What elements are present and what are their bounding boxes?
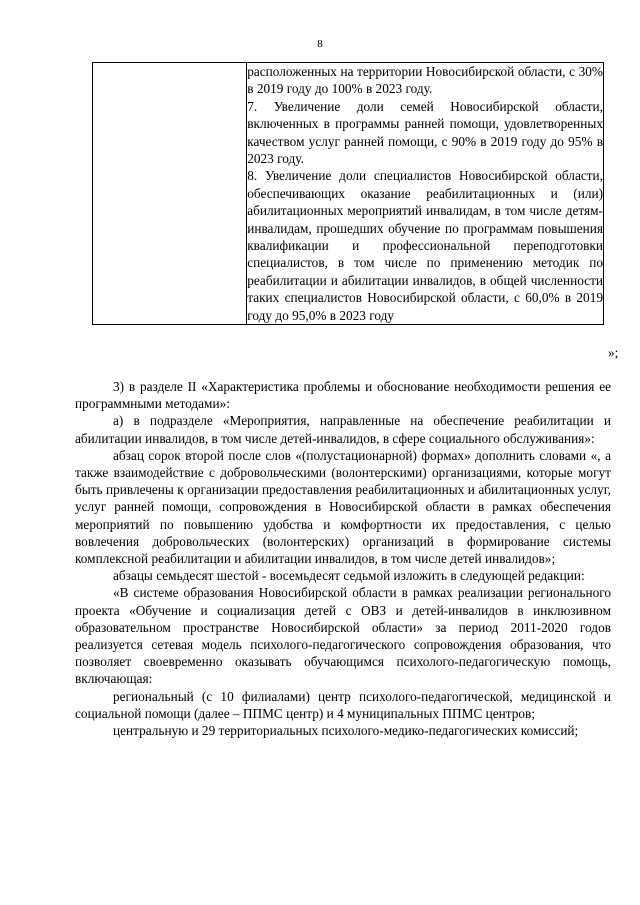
table-text-cell (247, 63, 604, 325)
goals-table-container (92, 62, 604, 325)
paragraph: центральную и 29 территориальных психолого-медико-педагогических комиссий; (113, 723, 579, 739)
paragraph: региональный (с 10 филиалами) центр психолого-педагогической, медицинской и социальной помощи (далее – ППМС центр) и 4 муниципальных ППМС центров; (75, 688, 611, 721)
table-closing-quote: »; (608, 345, 619, 360)
table-empty-cell (93, 63, 247, 325)
page-number: 8 (317, 38, 323, 50)
paragraph: 3) в разделе II «Характеристика проблемы и обоснование необходимости решения ее программными методами»: (75, 379, 611, 412)
paragraph: «В системе образования Новосибирской области в рамках реализации регионального проекта «Обучение и социализация детей с ОВЗ и детей-инвалидов в инклюзивном образовательном пространстве Новосибирской области» за период 2011-2020 годов реализуется сетевая модель психолого-педагогического сопровождения образования, что позволяет своевременно оказывать обучающимся психолого-педагогическую помощь, включающая: (75, 585, 611, 687)
paragraph: абзацы семьдесят шестой - восемьдесят седьмой изложить в следующей редакции: (113, 568, 585, 584)
goal-item: 7. Увеличение доли семей Новосибирской области, включенных в программы ранней помощи, удовлетворенных качеством услуг ранней помощи, с 90% в 2019 году до 95% в 2023 году. (247, 98, 603, 167)
goal-item: 8. Увеличение доли специалистов Новосибирской области, обеспечивающих оказание реабилитационных и (или) абилитационных мероприятий инвалидам, в том числе детям-инвалидам, прошедших обучение по программам повышения квалификации и профессиональной переподготовки специалистов, в том числе по применению методик по реабилитации и абилитации инвалидов, в общей численности таких специалистов Новосибирской области, с 60,0% в 2019 году до 95,0% в 2023 году (247, 168, 603, 323)
paragraph: а) в подразделе «Мероприятия, направленные на обеспечение реабилитации и абилитации инвалидов, в том числе детей-инвалидов, в сфере социального обслуживания»: (75, 413, 611, 446)
goal-item: расположенных на территории Новосибирской области, с 30% в 2019 году до 100% в 2023 году. (247, 64, 603, 97)
table-row (93, 63, 604, 325)
goals-table (92, 62, 604, 325)
body-text (75, 378, 611, 739)
paragraph: абзац сорок второй после слов «(полустационарной) формах» дополнить словами «, а также взаимодействие с добровольческими (волонтерскими) организациями, которые могут быть привлечены к организации предоставления реабилитационных и абилитационных услуг, услуг ранней помощи, сопровождения в Новосибирской области в рамках обеспечения мероприятий по повышению удобства и комфортности их предоставления, с целью вовлечения добровольческих (волонтерских) организаций в формирование системы комплексной реабилитации и абилитации инвалидов, в том числе детей инвалидов»; (75, 447, 611, 567)
